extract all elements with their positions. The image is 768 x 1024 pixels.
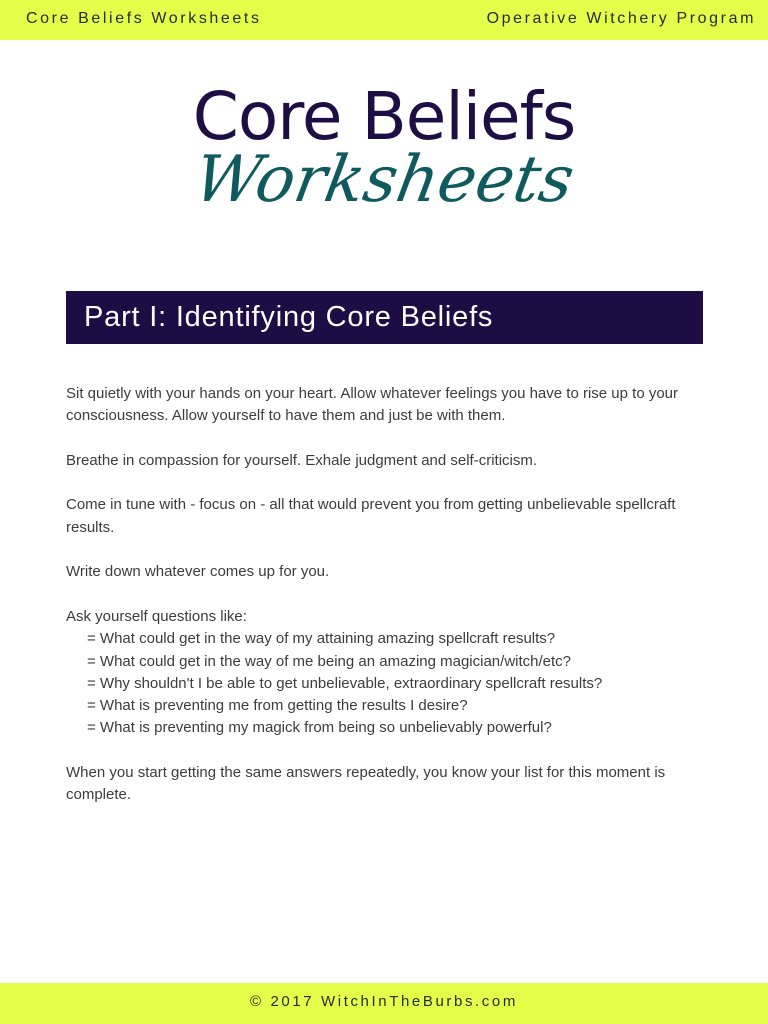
question-item: = What could get in the way of my attaining amazing spellcraft results?: [87, 630, 556, 648]
section-heading-text: Part I: Identifying Core Beliefs: [84, 301, 494, 333]
question-item: = What is preventing my magick from being so unbelievably powerful?: [87, 719, 552, 737]
questions-list: [66, 606, 706, 740]
section-heading: [66, 291, 703, 344]
worksheet-body: [66, 383, 706, 829]
question-item: = Why shouldn't I be able to get unbelievable, extraordinary spellcraft results?: [87, 674, 603, 692]
page-subtitle: Worksheets: [188, 143, 580, 217]
paragraph-focus: Come in tune with - focus on - all that would prevent you from getting unbelievable spellcraft results.: [66, 496, 676, 536]
paragraph-complete: When you start getting the same answers repeatedly, you know your list for this moment is complete.: [66, 764, 666, 804]
question-item: = What could get in the way of me being an amazing magician/witch/etc?: [87, 652, 572, 670]
paragraph-write: Write down whatever comes up for you.: [66, 563, 330, 581]
question-item: = What is preventing me from getting the results I desire?: [87, 697, 468, 715]
footer-bar: [0, 983, 768, 1024]
questions-intro: Ask yourself questions like:: [66, 607, 247, 625]
header-document-title: Core Beliefs Worksheets: [26, 10, 262, 27]
page-title: Core Beliefs: [192, 78, 576, 155]
footer-copyright: © 2017 WitchInTheBurbs.com: [250, 993, 518, 1010]
paragraph-instructions: Sit quietly with your hands on your heart. Allow whatever feelings you have to rise up to your consciousness. Allow yourself to have them and just be with them.: [66, 385, 679, 425]
header-program-name: Operative Witchery Program: [486, 10, 756, 27]
header-bar: [0, 0, 768, 40]
paragraph-breathe: Breathe in compassion for yourself. Exhale judgment and self-criticism.: [66, 451, 538, 469]
